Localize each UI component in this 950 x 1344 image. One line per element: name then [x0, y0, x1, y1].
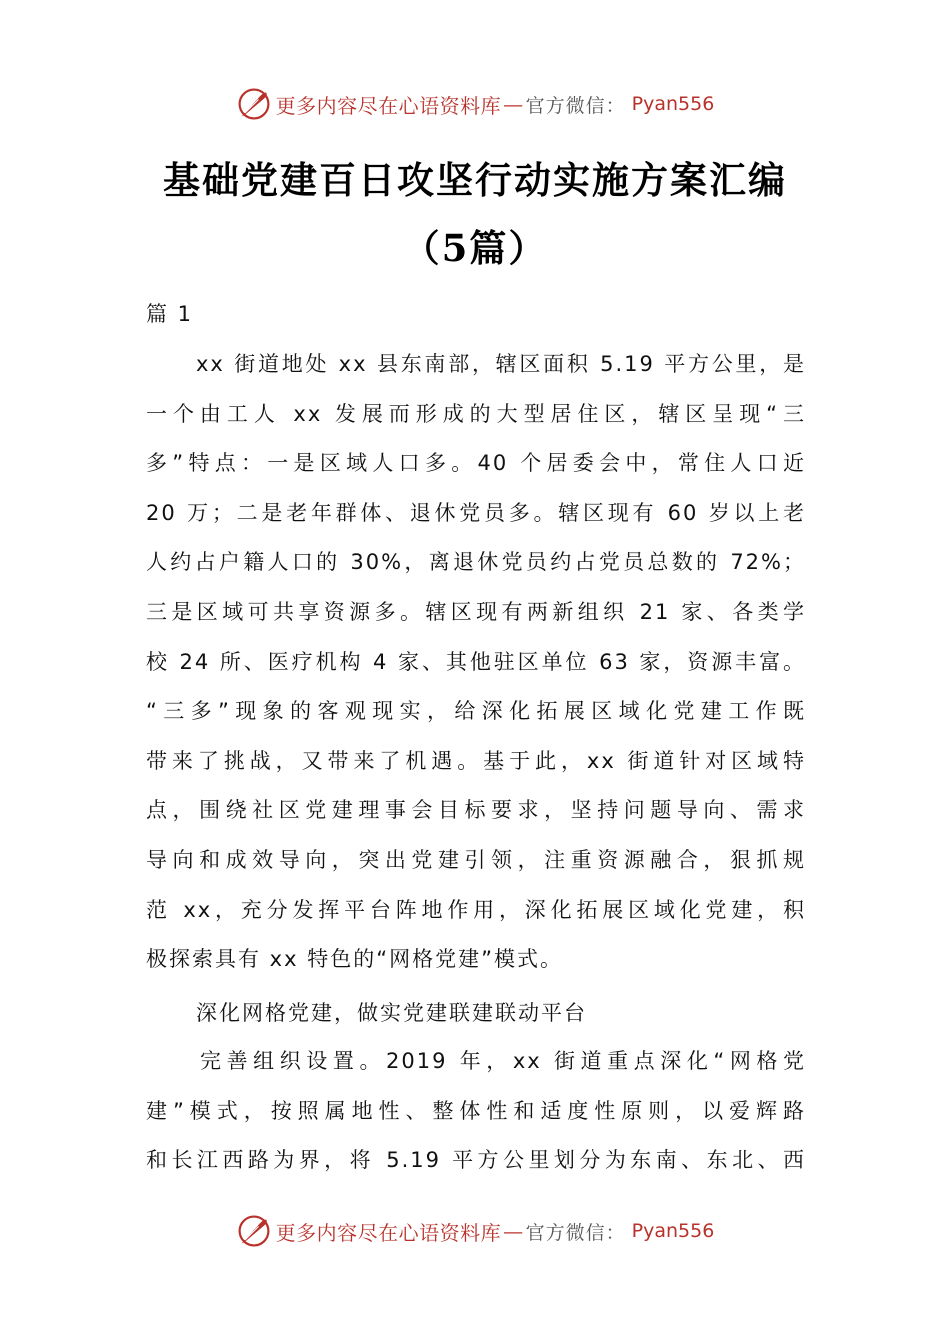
watermark-site-text: 更多内容尽在心语资料库 [275, 1220, 502, 1245]
paragraph-line: xx 街道地处 xx 县东南部，辖区面积 5.19 平方公里，是 [196, 352, 806, 376]
quill-pen-logo-icon [236, 1213, 272, 1249]
paragraph-2 [146, 1037, 806, 1186]
paragraph-line: 点，围绕社区党建理事会目标要求，坚持问题导向、需求 [146, 798, 806, 823]
paragraph-line: 建”模式，按照属地性、整体性和适度性原则，以爱辉路 [146, 1098, 806, 1123]
section-label: 篇 1 [146, 302, 194, 326]
watermark-wechat-id: Pyan556 [631, 93, 715, 115]
paragraph-line: “三多”现象的客观现实，给深化拓展区域化党建工作既 [146, 699, 806, 724]
paragraph-line: 三是区域可共享资源多。辖区现有两新组织 21 家、各类学 [146, 599, 806, 624]
section-heading: 深化网格党建，做实党建联建联动平台 [196, 1001, 587, 1025]
quill-pen-logo-icon [236, 86, 272, 122]
paragraph-1 [146, 340, 806, 985]
paragraph-line: 一个由工人 xx 发展而形成的大型居住区，辖区呈现“三 [146, 401, 806, 426]
paragraph-line: 人约占户籍人口的 30%，离退休党员约占党员总数的 72%； [146, 550, 806, 575]
paragraph-line: 20 万；二是老年群体、退休党员多。辖区现有 60 岁以上老 [146, 500, 806, 525]
paragraph-line: 和长江西路为界，将 5.19 平方公里划分为东南、东北、西 [146, 1148, 806, 1173]
watermark-label: 官方微信： [525, 94, 626, 117]
paragraph-line: 带来了挑战，又带来了机遇。基于此，xx 街道针对区域特 [146, 748, 806, 773]
watermark-wechat-id: Pyan556 [631, 1220, 715, 1242]
watermark-dash: — [503, 1219, 524, 1243]
paragraph-line: 完善组织设置。2019 年，xx 街道重点深化“网格党 [200, 1049, 806, 1073]
watermark-label: 官方微信： [525, 1221, 626, 1244]
document-title: 基础党建百日攻坚行动实施方案汇编 [163, 158, 787, 202]
paragraph-line: 导向和成效导向，突出党建引领，注重资源融合，狠抓规 [146, 847, 806, 872]
document-title-count: （5篇） [402, 226, 548, 270]
paragraph-line: 多”特点：一是区域人口多。40 个居委会中，常住人口近 [146, 451, 806, 476]
footer-watermark [0, 1211, 950, 1251]
header-watermark [0, 84, 950, 124]
paragraph-line: 极探索具有 xx 特色的“网格党建”模式。 [146, 947, 563, 972]
watermark-dash: — [503, 92, 524, 116]
paragraph-line: 校 24 所、医疗机构 4 家、其他驻区单位 63 家，资源丰富。 [146, 649, 806, 674]
watermark-site-text: 更多内容尽在心语资料库 [275, 93, 502, 118]
paragraph-line: 范 xx，充分发挥平台阵地作用，深化拓展区域化党建，积 [146, 897, 806, 922]
